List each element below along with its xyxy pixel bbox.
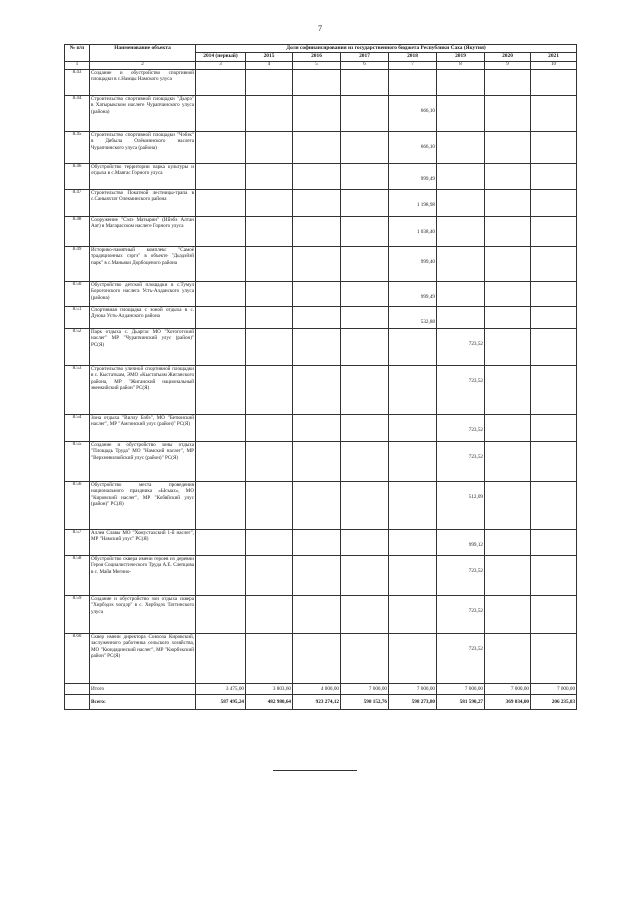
year-header: 2017 (341, 53, 389, 62)
value-cell (293, 556, 341, 596)
value-cell (196, 366, 246, 415)
value-cell (246, 684, 293, 695)
value-cell (341, 596, 389, 634)
value-cell (485, 190, 531, 217)
value-cell (531, 556, 577, 596)
table-row (65, 132, 577, 164)
year-header: 2015 (246, 53, 293, 62)
value-text: 666,10 (420, 108, 435, 114)
value-text: 723,52 (468, 568, 483, 574)
table-row (65, 190, 577, 217)
value-cell (293, 282, 341, 307)
value-text: 7 000,00 (556, 685, 576, 692)
object-name: Парк отдыха с. Дьаргас МО "Хотоготский наслег" МР "Чурапчинский улус (район)" РС(Я) (90, 329, 196, 366)
value-text: 581 590,27 (459, 698, 483, 705)
table-row (65, 530, 577, 556)
value-cell (293, 442, 341, 482)
value-cell (341, 695, 389, 710)
row-number: 8.46 (65, 164, 90, 190)
value-cell (246, 307, 293, 329)
value-cell (531, 530, 577, 556)
value-cell (389, 556, 437, 596)
value-cell (437, 695, 485, 710)
value-cell (485, 70, 531, 96)
value-text: 587 495,24 (220, 698, 244, 705)
value-cell (485, 329, 531, 366)
value-text: 999,12 (468, 542, 483, 548)
header-row (65, 45, 577, 53)
value-text: 723,52 (468, 454, 483, 460)
table-row (65, 329, 577, 366)
column-number: 2 (90, 62, 196, 70)
value-cell (531, 190, 577, 217)
value-cell (341, 164, 389, 190)
row-number: 8.52 (65, 329, 90, 366)
column-number: 3 (196, 62, 246, 70)
value-cell (293, 247, 341, 282)
value-cell (485, 695, 531, 710)
value-cell (341, 190, 389, 217)
year-header: 2018 (389, 53, 437, 62)
value-cell (341, 217, 389, 247)
value-cell (437, 684, 485, 695)
value-cell (485, 164, 531, 190)
value-cell (437, 366, 485, 415)
value-cell (437, 307, 485, 329)
value-text: 7 000,00 (510, 685, 529, 692)
value-text: 1 198,98 (416, 202, 435, 208)
table-row (65, 415, 577, 442)
object-name: Обустройство места проведения национального праздника «Ысыах», МО "Кировский наслег", МР "Кобяйский улус (район)" РС(Я) (90, 482, 196, 530)
value-cell (246, 596, 293, 634)
table-row (65, 164, 577, 190)
empty-cell (65, 684, 90, 695)
object-name: Аллея Славы МО "Хомустахский 1-й наслег", МР "Намский улус" РС(Я) (90, 530, 196, 556)
row-number: 8.56 (65, 482, 90, 530)
value-cell (485, 307, 531, 329)
year-header: 2021 (531, 53, 577, 62)
value-cell (341, 307, 389, 329)
year-header: 2020 (485, 53, 531, 62)
value-cell (246, 530, 293, 556)
value-cell (196, 164, 246, 190)
value-cell (341, 442, 389, 482)
value-cell (246, 329, 293, 366)
value-cell (196, 684, 246, 695)
value-cell (246, 366, 293, 415)
total-label: Всего: (90, 695, 196, 710)
value-cell (389, 164, 437, 190)
value-text: 923 274,12 (315, 698, 339, 705)
value-cell (389, 530, 437, 556)
table-row (65, 482, 577, 530)
value-cell (341, 247, 389, 282)
value-cell (389, 282, 437, 307)
column-number: 1 (65, 62, 90, 70)
value-cell (293, 366, 341, 415)
value-cell (485, 530, 531, 556)
value-cell (485, 132, 531, 164)
column-number: 6 (341, 62, 389, 70)
value-text: 723,52 (468, 341, 483, 347)
row-number: 8.44 (65, 96, 90, 132)
value-cell (531, 96, 577, 132)
value-cell (293, 634, 341, 684)
value-cell (389, 217, 437, 247)
value-cell (341, 70, 389, 96)
value-text: 723,52 (468, 608, 483, 614)
value-text: 598 273,80 (411, 698, 435, 705)
value-text: 4 000,00 (320, 685, 339, 692)
table-row (65, 247, 577, 282)
value-cell (246, 247, 293, 282)
table-row (65, 217, 577, 247)
object-name: Обустройство детской площадки в с.Тумул Борогонского наслега Усть-Алданского улуса (района) (90, 282, 196, 307)
value-cell (389, 684, 437, 695)
value-cell (437, 329, 485, 366)
value-cell (341, 530, 389, 556)
value-text: 3 803,60 (272, 685, 291, 692)
value-cell (437, 132, 485, 164)
value-text: 369 034,00 (505, 698, 529, 705)
value-cell (293, 415, 341, 442)
value-cell (293, 307, 341, 329)
row-number: 8.45 (65, 132, 90, 164)
value-text: 3 475,00 (225, 685, 244, 692)
footer-divider (273, 770, 357, 771)
year-header: 2014 (первый) (196, 53, 246, 62)
value-cell (531, 695, 577, 710)
row-number: 8.60 (65, 634, 90, 684)
row-number: 8.49 (65, 247, 90, 282)
object-name: Обустройство территории парка культуры и отдыха в с.Маягас Горного улуса (90, 164, 196, 190)
value-cell (196, 596, 246, 634)
column-number: 7 (389, 62, 437, 70)
object-name: Создание и обустройство спортивной площадки в с.Намцы Намского улуса (90, 70, 196, 96)
value-cell (437, 596, 485, 634)
table-row (65, 556, 577, 596)
value-cell (246, 556, 293, 596)
object-name: Создание и обустройство зоны отдыха "Площадь Труда" МО "Намский наслег", МР "Верхневилюйский улус (район)" РС(Я) (90, 442, 196, 482)
value-text: 7 000,00 (368, 685, 387, 692)
row-number: 8.50 (65, 282, 90, 307)
value-cell (531, 164, 577, 190)
value-text: 7 000,00 (464, 685, 483, 692)
column-number: 5 (293, 62, 341, 70)
value-cell (246, 415, 293, 442)
value-cell (389, 442, 437, 482)
value-cell (437, 164, 485, 190)
row-number: 8.54 (65, 415, 90, 442)
value-cell (293, 132, 341, 164)
column-number: 9 (485, 62, 531, 70)
object-name: Сооружение "Сэлэ Матырин" (Ийэбэ Алтан Аат) в Магарасском наслеге Горного улуса (90, 217, 196, 247)
object-name: Строительство уличной спортивной площадки в с. Кыстатыам, ЭМО «Кыстатыам Жиганского района, МР "Жиганский национальный эвенкийский район" РС(Я) (90, 366, 196, 415)
value-cell (485, 482, 531, 530)
value-cell (196, 217, 246, 247)
grand-total-row (65, 695, 577, 710)
value-cell (485, 96, 531, 132)
value-cell (531, 366, 577, 415)
value-cell (293, 190, 341, 217)
column-number: 8 (437, 62, 485, 70)
value-cell (437, 190, 485, 217)
value-cell (341, 415, 389, 442)
value-cell (389, 329, 437, 366)
value-cell (531, 442, 577, 482)
value-cell (246, 70, 293, 96)
value-cell (341, 482, 389, 530)
value-cell (246, 442, 293, 482)
value-cell (531, 132, 577, 164)
value-cell (293, 164, 341, 190)
row-number: 8.51 (65, 307, 90, 329)
value-cell (437, 217, 485, 247)
value-text: 999,40 (420, 259, 435, 265)
value-cell (485, 596, 531, 634)
table-row (65, 70, 577, 96)
table-row (65, 307, 577, 329)
value-cell (293, 70, 341, 96)
value-text: 723,52 (468, 378, 483, 384)
value-cell (531, 684, 577, 695)
value-cell (246, 634, 293, 684)
object-name: Историко-памятный комплекс "Самоё традиционных сэргэ" в объекте "Дьэдэйэй парк" в с.Маньяки Дорбоценого района (90, 247, 196, 282)
budget-table (64, 44, 577, 710)
value-cell (531, 70, 577, 96)
value-cell (293, 482, 341, 530)
value-cell (246, 132, 293, 164)
column-number-row (65, 62, 577, 70)
table-row (65, 282, 577, 307)
value-cell (485, 217, 531, 247)
row-number: 8.53 (65, 366, 90, 415)
empty-cell (65, 695, 90, 710)
value-cell (389, 634, 437, 684)
value-cell (531, 415, 577, 442)
value-cell (531, 282, 577, 307)
object-name: Строительство спортивной площадки "Чэбэк" в Дябыла Олёкминского наслега Чурапчинского улуса (района) (90, 132, 196, 164)
value-text: 7 000,00 (416, 685, 435, 692)
value-cell (341, 634, 389, 684)
value-cell (341, 366, 389, 415)
value-cell (293, 329, 341, 366)
cofinancing-group-header: Доля софинансирования из государственного бюджета Республики Саха (Якутия) (196, 45, 577, 53)
value-cell (293, 684, 341, 695)
value-text: 206 235,83 (551, 698, 576, 705)
value-cell (485, 415, 531, 442)
value-cell (196, 132, 246, 164)
year-header: 2019 (437, 53, 485, 62)
value-cell (437, 442, 485, 482)
value-cell (531, 596, 577, 634)
value-cell (531, 217, 577, 247)
value-cell (389, 695, 437, 710)
value-cell (196, 634, 246, 684)
table-row (65, 634, 577, 684)
object-name: Сквер имени директора Совхоза Кировский, заслуженного работника сельского хозяйства, МО "Кюндядинский наслег", МР "Кюрбэкский район" РС(Я) (90, 634, 196, 684)
table-row (65, 366, 577, 415)
total-label: Итого (90, 684, 196, 695)
value-cell (437, 415, 485, 442)
row-number: 8.57 (65, 530, 90, 556)
value-cell (196, 247, 246, 282)
value-cell (196, 442, 246, 482)
table-row (65, 442, 577, 482)
value-cell (531, 247, 577, 282)
value-cell (437, 482, 485, 530)
value-cell (196, 96, 246, 132)
object-name: Создание и обустройство зон отдыха сквера "Хирбэдэх чогдэр" в с. Хербэдэх Таттинского улуса (90, 596, 196, 634)
value-text: 999,49 (420, 176, 435, 182)
value-cell (531, 329, 577, 366)
object-name: Зона отдыха "Виллу Бэбэ", МО "Бетюнский наслег", МР "Амгинский улус (район)" РС(Я) (90, 415, 196, 442)
page-number: 7 (318, 24, 322, 33)
value-cell (389, 70, 437, 96)
value-cell (485, 634, 531, 684)
value-cell (389, 132, 437, 164)
value-cell (196, 70, 246, 96)
value-cell (437, 247, 485, 282)
total-row (65, 684, 577, 695)
value-cell (293, 530, 341, 556)
value-cell (437, 282, 485, 307)
value-cell (485, 442, 531, 482)
value-cell (485, 684, 531, 695)
value-text: 723,52 (468, 646, 483, 652)
value-cell (389, 415, 437, 442)
value-text: 1 038,40 (416, 229, 435, 235)
value-cell (293, 217, 341, 247)
value-cell (246, 164, 293, 190)
row-number: 8.59 (65, 596, 90, 634)
value-cell (246, 217, 293, 247)
value-cell (389, 596, 437, 634)
value-cell (341, 282, 389, 307)
value-cell (437, 634, 485, 684)
value-cell (246, 190, 293, 217)
value-cell (531, 634, 577, 684)
value-cell (246, 695, 293, 710)
value-cell (196, 695, 246, 710)
value-cell (531, 307, 577, 329)
value-cell (485, 366, 531, 415)
value-text: 590 152,76 (363, 698, 387, 705)
value-text: 999,49 (420, 294, 435, 300)
name-column-header: Наименование объекта (90, 45, 196, 62)
value-cell (389, 366, 437, 415)
value-cell (196, 556, 246, 596)
value-cell (437, 96, 485, 132)
object-name: Спортивная площадка с зоной отдыха в с. Дуюка Усть-Алданского района (90, 307, 196, 329)
value-cell (196, 329, 246, 366)
object-name: Строительство Покатной лестницы-трапа в с.Саныяхтат Олекминского района (90, 190, 196, 217)
value-cell (341, 132, 389, 164)
value-cell (389, 482, 437, 530)
value-cell (293, 596, 341, 634)
value-cell (389, 190, 437, 217)
value-cell (341, 684, 389, 695)
value-cell (341, 329, 389, 366)
value-text: 666,10 (420, 144, 435, 150)
row-number: 8.43 (65, 70, 90, 96)
value-cell (293, 96, 341, 132)
value-cell (196, 482, 246, 530)
column-number: 10 (531, 62, 577, 70)
value-text: 512,09 (468, 494, 483, 500)
value-cell (389, 247, 437, 282)
value-cell (246, 282, 293, 307)
value-cell (196, 530, 246, 556)
table-row (65, 96, 577, 132)
value-cell (196, 415, 246, 442)
value-cell (246, 482, 293, 530)
value-cell (341, 556, 389, 596)
row-number: 8.58 (65, 556, 90, 596)
value-cell (196, 307, 246, 329)
value-cell (293, 695, 341, 710)
value-cell (246, 96, 293, 132)
value-cell (437, 556, 485, 596)
value-cell (437, 70, 485, 96)
row-number: 8.47 (65, 190, 90, 217)
value-text: 532,88 (420, 319, 435, 325)
value-cell (485, 282, 531, 307)
value-cell (389, 307, 437, 329)
object-name: Строительство спортивной площадки "Дьэрэ" в Хатырыкском наслеге Чурапчинского улуса (района) (90, 96, 196, 132)
value-cell (485, 556, 531, 596)
value-cell (341, 96, 389, 132)
object-name: Обустройство сквера имени героев из деревни Героя Социалистического Труда А.Е. Слепцова в с. Майя Мегино- (90, 556, 196, 596)
value-text: 482 980,64 (267, 698, 291, 705)
value-cell (196, 190, 246, 217)
num-column-header: № п/п (65, 45, 90, 62)
row-number: 8.55 (65, 442, 90, 482)
value-cell (437, 530, 485, 556)
row-number: 8.48 (65, 217, 90, 247)
table-row (65, 596, 577, 634)
value-cell (485, 247, 531, 282)
value-cell (389, 96, 437, 132)
value-text: 723,52 (468, 427, 483, 433)
value-cell (196, 282, 246, 307)
year-header: 2016 (293, 53, 341, 62)
value-cell (531, 482, 577, 530)
column-number: 4 (246, 62, 293, 70)
